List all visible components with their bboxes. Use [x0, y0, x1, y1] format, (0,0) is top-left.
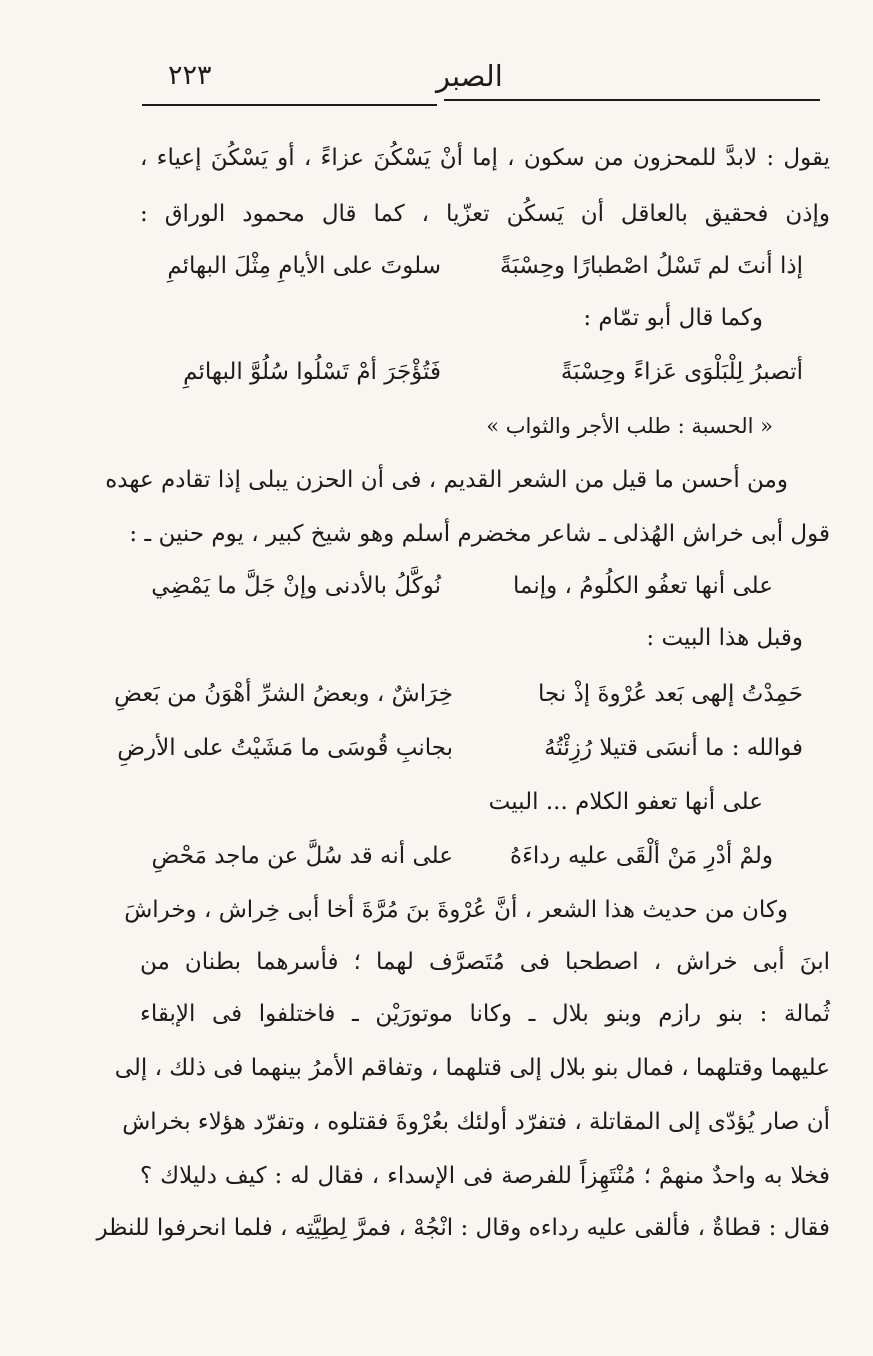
verse-reference: على أنها تعفو الكلام ... البيت [488, 789, 763, 815]
gloss-note: « الحسبة : طلب الأجر والثواب » [486, 414, 773, 438]
running-header-title: الصبر [436, 59, 503, 93]
prose-line: قول أبى خراش الهُذلى ـ شاعر مخضرم أسلم وهو شيخ كبير ، يوم حنين ـ : [129, 521, 830, 547]
verse-hemistich-right: ولمْ أدْرِ مَنْ ألْقَى عليه رداءَهُ [510, 843, 773, 869]
verse-hemistich-left: خِرَاشٌ ، وبعضُ الشرِّ أهْوَنُ من بَعضِ [114, 681, 453, 707]
prose-line: وكما قال أبو تمّام : [583, 305, 763, 331]
prose-line: فخلا به واحدٌ منهمْ ؛ مُنْتَهِزاً للفرصة فى الإسداء ، فقال له : كيف دليلاك ؟ [140, 1163, 830, 1189]
prose-line: وكان من حديث هذا الشعر ، أنَّ عُرْوةَ بنَ مُرَّةَ أخا أبى خِراش ، وخراشَ [124, 897, 788, 923]
verse-hemistich-right: إذا أنتَ لم تَسْلُ اصْطبارًا وحِسْبَةً [500, 253, 803, 279]
prose-line: وقبل هذا البيت : [646, 625, 803, 651]
prose-line: ومن أحسن ما قيل من الشعر القديم ، فى أن الحزن يبلى إذا تقادم عهده [105, 467, 788, 493]
page-number: ٢٢٣ [168, 60, 212, 91]
verse-hemistich-left: على أنه قد سُلَّ عن ماجد مَحْضِ [151, 843, 453, 869]
prose-line: يقول : لابدَّ للمحزون من سكون ، إما أنْ يَسْكُنَ عزاءً ، أو يَسْكُنَ إعياء ، [140, 145, 830, 171]
verse-hemistich-right: فوالله : ما أنسَى قتيلا رُزِئْتُهُ [544, 735, 803, 761]
prose-line: ثُمالة : بنو رازم وبنو بلال ـ وكانا موتورَيْن ـ فاختلفوا فى الإبقاء [140, 1001, 830, 1027]
verse-hemistich-left: نُوكَّلُ بالأدنى وإنْ جَلَّ ما يَمْضِي [151, 573, 441, 599]
verse-hemistich-right: على أنها تعفُو الكلُومُ ، وإنما [513, 573, 773, 599]
prose-line: عليهما وقتلهما ، فمال بنو بلال إلى قتلهما ، وتفاقم الأمرُ بينهما فى ذلك ، إلى [114, 1055, 830, 1081]
prose-line: ابنَ أبى خراش ، اصطحبا فى مُتَصرَّف لهما ؛ فأسرهما بطنان من [140, 949, 830, 975]
header-rule-left [142, 104, 437, 106]
prose-line: فقال : قطاةٌ ، فألقى عليه رداءه وقال : انْجُهْ ، فمرَّ لِطِيَّتِه ، فلما انحرفوا للنظر [96, 1215, 830, 1241]
verse-hemistich-left: فَتُؤْجَرَ أمْ تَسْلُوا سُلُوَّ البهائمِ [183, 359, 441, 385]
prose-line: أن صار يُؤدّى إلى المقاتلة ، فتفرّد أولئك بعُرْوةَ فقتلوه ، وتفرّد هؤلاء بخراش [122, 1109, 830, 1135]
prose-line: وإذن فحقيق بالعاقل أن يَسكُن تعزّيا ، كما قال محمود الوراق : [140, 201, 830, 227]
verse-hemistich-right: حَمِدْتُ إلهى بَعد عُرْوةَ إذْ نجا [538, 681, 803, 707]
verse-hemistich-right: أتصبرُ لِلْبَلْوَى عَزاءً وحِسْبَةً [560, 359, 803, 385]
verse-hemistich-left: سلوتَ على الأيامِ مِثْلَ البهائمِ [167, 253, 441, 279]
header-rule-right [444, 99, 820, 101]
verse-hemistich-left: بجانبِ قُوسَى ما مَشَيْتُ على الأرضِ [117, 735, 453, 761]
